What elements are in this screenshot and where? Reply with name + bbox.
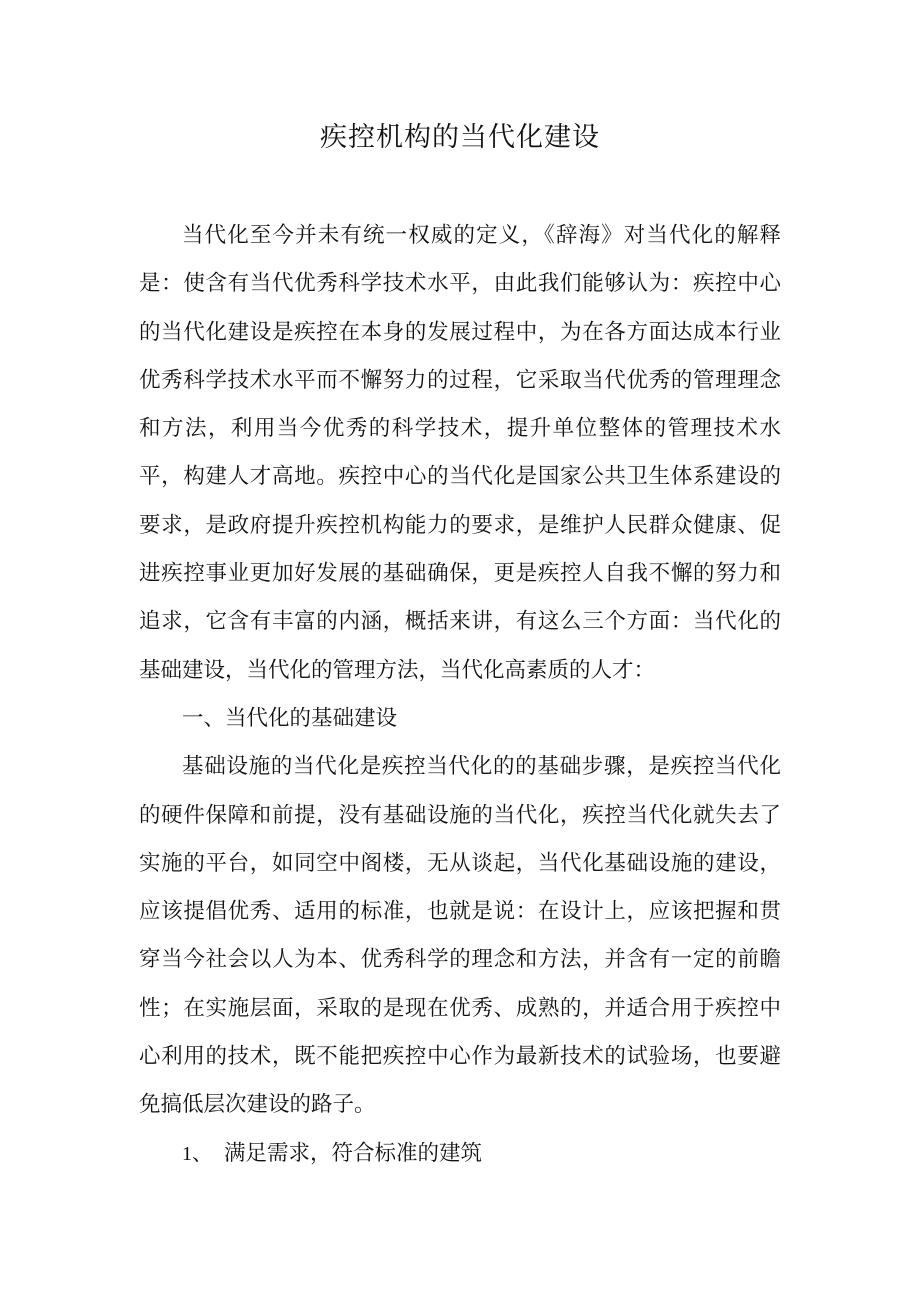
numbered-item xyxy=(139,1130,781,1178)
infrastructure-paragraph: 基础设施的当代化是疾控当代化的的基础步骤，是疾控当代化的硬件保障和前提，没有基础设施的当代化，疾控当代化就失去了实施的平台，如同空中阁楼，无从谈起，当代化基础设施的建设，应该提倡优秀、适用的标准，也就是说：在设计上，应该把握和贯穿当今社会以人为本、优秀科学的理念和方法，并含有一定的前瞻性；在实施层面，采取的是现在优秀、成熟的，并适合用于疾控中心利用的技术，既不能把疾控中心作为最新技术的试验场，也要避免搞低层次建设的路子。 xyxy=(139,754,781,1118)
numbered-item-number: 1、 xyxy=(182,1142,212,1165)
section-heading: 一、当代化的基础建设 xyxy=(182,705,398,731)
numbered-item-text: 满足需求，符合标准的建筑 xyxy=(224,1140,483,1166)
page-title: 疾控机构的当代化建设 xyxy=(320,122,600,153)
intro-paragraph: 当代化至今并未有统一权威的定义，《辞海》对当代化的解释是：使含有当代优秀科学技术水平，由此我们能够认为：疾控中心的当代化建设是疾控在本身的发展过程中，为在各方面达成本行业优秀科学技术水平而不懈努力的过程，它采取当代优秀的管理理念和方法，利用当今优秀的科学技术，提升单位整体的管理技术水平，构建人才高地。疾控中心的当代化是国家公共卫生体系建设的要求，是政府提升疾控机构能力的要求，是维护人民群众健康、促进疾控事业更加好发展的基础确保，更是疾控人自我不懈的努力和追求，它含有丰富的内涵，概括来讲，有这么三个方面：当代化的基础建设，当代化的管理方法，当代化高素质的人才： xyxy=(139,223,781,683)
document-body xyxy=(139,212,781,1178)
